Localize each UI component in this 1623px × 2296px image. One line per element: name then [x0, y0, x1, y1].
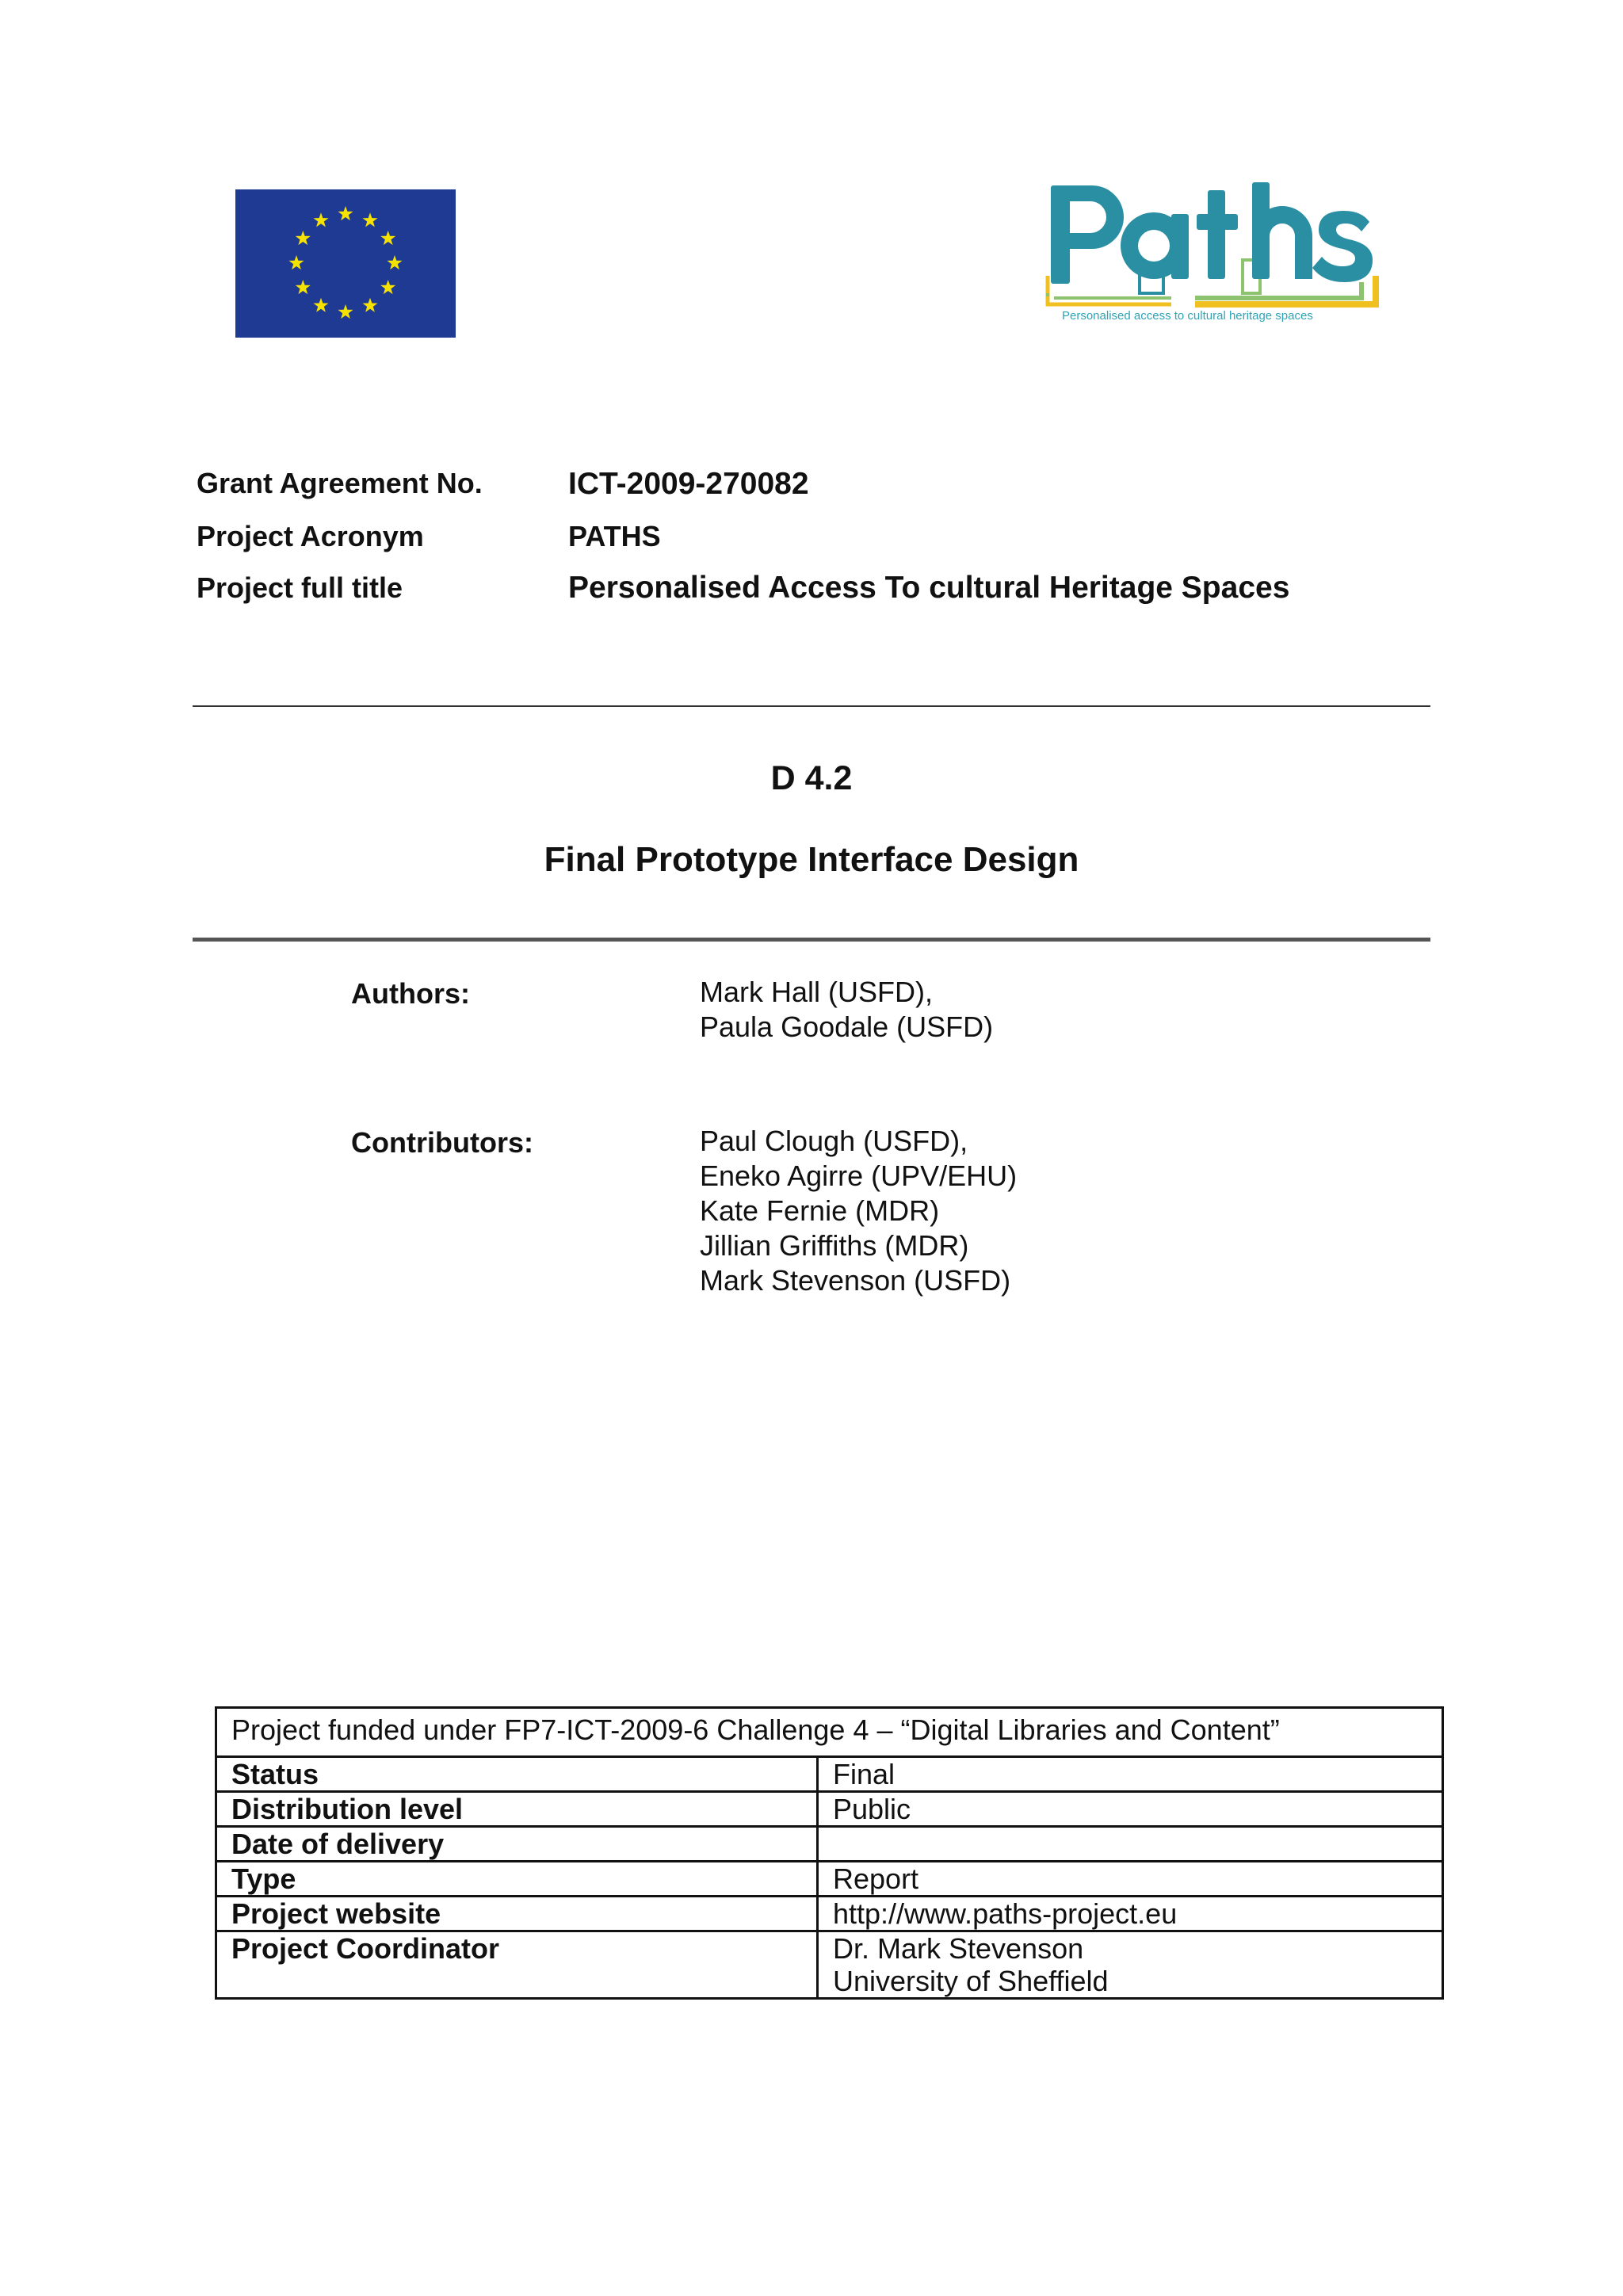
table-row — [216, 1792, 1443, 1827]
project-acronym-label: Project Acronym — [197, 520, 424, 552]
distribution-level-key: Distribution level — [216, 1792, 818, 1827]
author-name: Mark Hall (USFD), — [700, 976, 933, 1008]
project-title-value: Personalised Access To cultural Heritage Spaces — [568, 571, 1290, 605]
coordinator-name: Dr. Mark Stevenson — [833, 1932, 1084, 1965]
contributor-name: Kate Fernie (MDR) — [700, 1194, 940, 1227]
project-website-link[interactable]: http://www.paths-project.eu — [818, 1897, 1443, 1931]
table-header-row — [216, 1708, 1443, 1757]
contributor-name: Paul Clough (USFD), — [700, 1125, 968, 1157]
coordinator-affiliation: University of Sheffield — [833, 1965, 1109, 1997]
author-name: Paula Goodale (USFD) — [700, 1010, 994, 1043]
document-title: Final Prototype Interface Design — [544, 840, 1079, 879]
grant-agreement-label: Grant Agreement No. — [197, 467, 483, 499]
authors-list — [700, 975, 993, 1045]
divider-top — [193, 705, 1430, 707]
contributor-name: Eneko Agirre (UPV/EHU) — [700, 1159, 1018, 1192]
date-of-delivery-value — [818, 1827, 1443, 1862]
project-title-label: Project full title — [197, 571, 403, 604]
type-value: Report — [818, 1862, 1443, 1897]
table-row — [216, 1757, 1443, 1792]
table-row — [216, 1862, 1443, 1897]
project-website-key: Project website — [216, 1897, 818, 1931]
table-row — [216, 1827, 1443, 1862]
document-id: D 4.2 — [770, 759, 853, 797]
contributors-list — [700, 1124, 1017, 1298]
type-key: Type — [216, 1862, 818, 1897]
project-acronym-value: PATHS — [568, 520, 661, 552]
table-row — [216, 1897, 1443, 1931]
funding-note: Project funded under FP7-ICT-2009-6 Challenge 4 – “Digital Libraries and Content” — [216, 1708, 1443, 1757]
table-row — [216, 1931, 1443, 1999]
grant-agreement-value: ICT-2009-270082 — [568, 467, 809, 501]
contributor-name: Jillian Griffiths (MDR) — [700, 1229, 969, 1262]
project-coordinator-key: Project Coordinator — [216, 1931, 818, 1999]
distribution-level-value: Public — [818, 1792, 1443, 1827]
project-metadata-table — [215, 1706, 1444, 2000]
project-coordinator-value — [818, 1931, 1443, 1999]
logo-tagline: Personalised access to cultural heritage spaces — [1062, 309, 1313, 323]
contributors-label: Contributors: — [351, 1126, 533, 1159]
status-value: Final — [818, 1757, 1443, 1792]
divider-bottom — [193, 938, 1430, 942]
contributor-name: Mark Stevenson (USFD) — [700, 1264, 1011, 1297]
status-key: Status — [216, 1757, 818, 1792]
eu-flag-icon — [235, 189, 456, 338]
date-of-delivery-key: Date of delivery — [216, 1827, 818, 1862]
authors-label: Authors: — [351, 977, 470, 1010]
